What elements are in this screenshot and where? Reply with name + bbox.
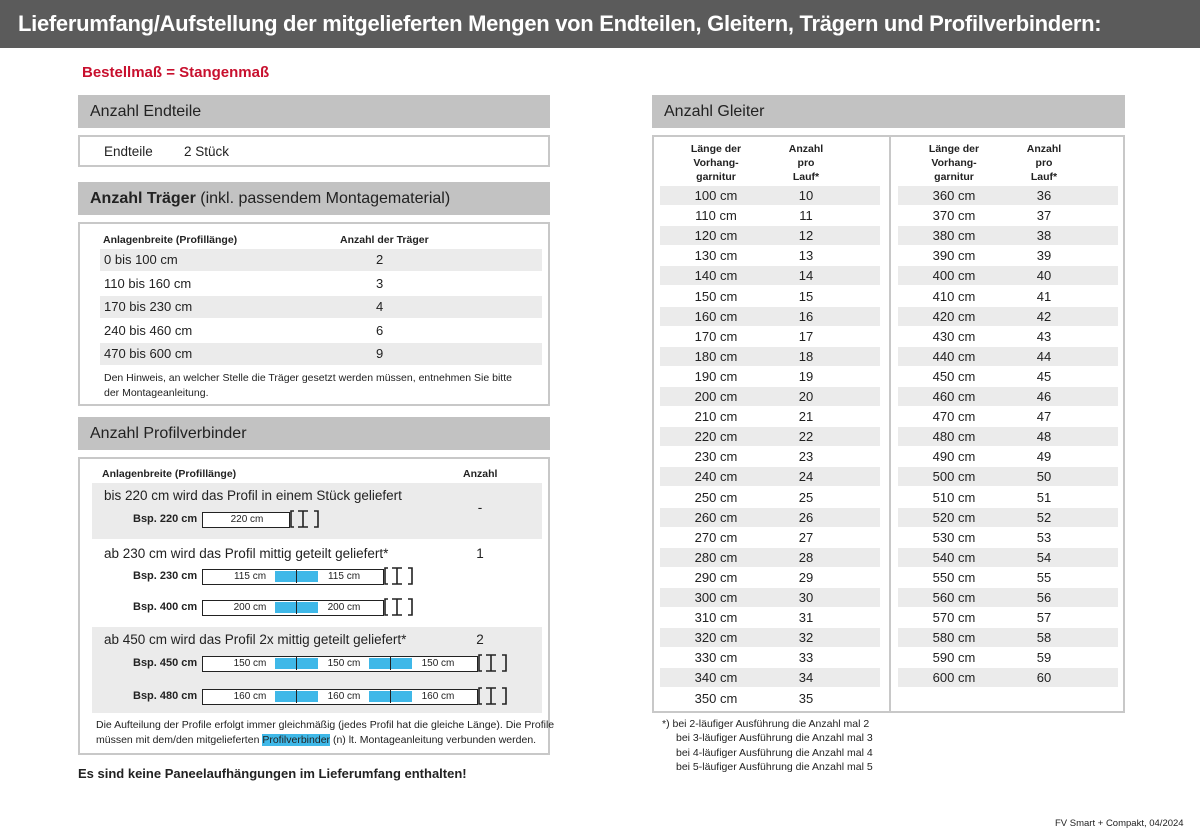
gleiter-count: 33: [798, 650, 814, 666]
gleiter-row: [660, 488, 880, 507]
gleiter-length: 580 cm: [932, 630, 976, 646]
gleiter-count: 45: [1036, 368, 1052, 384]
gleiter-row: [898, 628, 1118, 647]
gleiter-col1: Länge der Vorhang- garnitur: [690, 143, 742, 183]
gleiter-length: 140 cm: [694, 268, 738, 284]
traeger-heading: [78, 182, 550, 215]
gleiter-length: 170 cm: [694, 328, 738, 344]
gleiter-count: 13: [798, 248, 814, 264]
gleiter-row: [660, 246, 880, 265]
traeger-range: 240 bis 460 cm: [104, 322, 193, 338]
profile-bar: [202, 656, 478, 672]
segment-length: 150 cm: [421, 658, 455, 669]
gleiter-row: [660, 367, 880, 386]
gleiter-count: 52: [1036, 509, 1052, 525]
gleiter-length: 340 cm: [694, 670, 738, 686]
gleiter-row: [660, 327, 880, 346]
gleiter-count: 14: [798, 268, 814, 284]
traeger-note-2: der Montageanleitung.: [104, 387, 209, 399]
gleiter-row: [660, 508, 880, 527]
gleiter-length: 260 cm: [694, 509, 738, 525]
endteile-label: Endteile: [104, 144, 153, 159]
gleiter-count: 21: [798, 409, 814, 425]
segment-length: 115 cm: [327, 571, 361, 582]
footnote: bei 5-läufiger Ausführung die Anzahl mal 5: [676, 760, 873, 773]
gleiter-length: 410 cm: [932, 288, 976, 304]
gleiter-count: 22: [798, 429, 814, 445]
gleiter-length: 570 cm: [932, 610, 976, 626]
traeger-col1: Anlagenbreite (Profillänge): [103, 234, 238, 246]
gleiter-count: 24: [798, 469, 814, 485]
gleiter-length: 210 cm: [694, 409, 738, 425]
gleiter-length: 550 cm: [932, 569, 976, 585]
segment-divider: [390, 657, 391, 670]
pv-note-2: [96, 734, 536, 746]
pv-col1: Anlagenbreite (Profillänge): [102, 468, 237, 480]
gleiter-length: 200 cm: [694, 389, 738, 404]
gleiter-length: 100 cm: [694, 188, 738, 203]
gleiter-row: [898, 608, 1118, 627]
gleiter-count: 57: [1036, 610, 1052, 626]
pv-note-2b: (n) lt. Montageanleitung verbunden werden.: [330, 734, 537, 746]
segment-length: 150 cm: [233, 658, 267, 669]
gleiter-count: 23: [798, 449, 814, 465]
gleiter-count: 39: [1036, 248, 1052, 264]
gleiter-divider: [889, 136, 891, 712]
gleiter-length: 460 cm: [932, 389, 976, 404]
traeger-col2: Anzahl der Träger: [340, 234, 429, 246]
gleiter-length: 270 cm: [694, 529, 738, 545]
traeger-count: 9: [376, 346, 384, 361]
gleiter-row: [898, 206, 1118, 225]
gleiter-length: 380 cm: [932, 228, 976, 244]
footnote: *) bei 2-läufiger Ausführung die Anzahl mal 2: [662, 718, 870, 730]
gleiter-count: 50: [1036, 469, 1052, 485]
endcap-icon: [290, 509, 320, 529]
endcap-icon: [478, 686, 508, 706]
pv-note-highlight: Profilverbinder: [262, 734, 331, 746]
gleiter-count: 47: [1036, 409, 1052, 425]
gleiter-row: [898, 367, 1118, 386]
gleiter-length: 110 cm: [695, 208, 737, 224]
gleiter-count: 37: [1036, 208, 1052, 224]
gleiter-row: [898, 528, 1118, 547]
gleiter-length: 360 cm: [932, 188, 976, 203]
gleiter-row: [660, 608, 880, 627]
pv-group-3-text: ab 450 cm wird das Profil 2x mittig geteilt geliefert*: [104, 632, 407, 647]
endcap-icon: [384, 566, 414, 586]
gleiter-count: 53: [1036, 529, 1052, 545]
gleiter-row: [898, 387, 1118, 406]
gleiter-row: [898, 287, 1118, 306]
gleiter-count: 31: [798, 610, 814, 626]
gleiter-count: 34: [798, 670, 814, 686]
endteile-heading: Anzahl Endteile: [78, 95, 550, 128]
traeger-count: 2: [376, 252, 384, 267]
gleiter-length: 420 cm: [932, 308, 976, 324]
endteile-value: 2 Stück: [184, 144, 230, 159]
gleiter-row: [660, 648, 880, 667]
example-label: Bsp. 220 cm: [133, 513, 198, 525]
pv-col2: Anzahl: [463, 468, 498, 480]
gleiter-count: 12: [798, 228, 814, 244]
gleiter-row: [660, 407, 880, 426]
pv-group-1-text: bis 220 cm wird das Profil in einem Stück geliefert: [104, 488, 402, 503]
gleiter-col2: Anzahl pro Lauf*: [788, 143, 824, 183]
segment-length: 220 cm: [230, 514, 264, 525]
gleiter-length: 330 cm: [694, 650, 738, 666]
segment-length: 150 cm: [327, 658, 361, 669]
gleiter-row: [660, 387, 880, 406]
gleiter-count: 28: [798, 549, 814, 565]
gleiter-count: 55: [1036, 569, 1052, 585]
gleiter-length: 250 cm: [694, 489, 738, 505]
subtitle: Bestellmaß = Stangenmaß: [82, 64, 270, 81]
gleiter-length: 290 cm: [694, 569, 738, 585]
traeger-row: [100, 343, 542, 365]
gleiter-count: 32: [798, 630, 814, 646]
gleiter-count: 59: [1036, 650, 1052, 666]
traeger-count: 4: [376, 299, 384, 314]
segment-divider: [296, 690, 297, 703]
traeger-count: 3: [376, 275, 384, 291]
pv-note-2a: müssen mit dem/den mitgelieferten: [96, 734, 263, 746]
gleiter-length: 190 cm: [694, 368, 738, 384]
profile-bar: [202, 600, 384, 616]
gleiter-length: 300 cm: [694, 590, 738, 605]
example-label: Bsp. 400 cm: [133, 601, 198, 613]
traeger-row: [100, 296, 542, 318]
segment-length: 200 cm: [327, 602, 361, 613]
pv-note-1: Die Aufteilung der Profile erfolgt immer gleichmäßig (jedes Profil hat die gleiche Länge). Die Profile: [96, 719, 555, 731]
gleiter-row: [660, 287, 880, 306]
gleiter-count: 27: [798, 529, 814, 545]
segment-divider: [296, 657, 297, 670]
gleiter-count: 29: [798, 569, 814, 585]
gleiter-row: [660, 347, 880, 366]
gleiter-length: 430 cm: [932, 328, 976, 344]
gleiter-row: [660, 206, 880, 225]
traeger-row: [100, 320, 542, 342]
gleiter-length: 520 cm: [932, 509, 976, 525]
gleiter-length: 450 cm: [932, 368, 976, 384]
gleiter-length: 220 cm: [694, 429, 738, 445]
gleiter-count: 42: [1036, 308, 1052, 324]
gleiter-row: [660, 668, 880, 687]
gleiter-row: [898, 307, 1118, 326]
gleiter-col2: Anzahl pro Lauf*: [1026, 143, 1062, 183]
gleiter-count: 56: [1036, 590, 1052, 605]
gleiter-count: 19: [798, 368, 814, 384]
gleiter-length: 600 cm: [932, 670, 976, 686]
gleiter-count: 10: [798, 188, 814, 203]
example-label: Bsp. 450 cm: [133, 657, 198, 669]
gleiter-count: 20: [798, 389, 814, 404]
segment-length: 160 cm: [327, 691, 361, 702]
gleiter-length: 280 cm: [694, 549, 738, 565]
pv-group-1-count: -: [477, 500, 483, 515]
gleiter-count: 16: [798, 308, 814, 324]
gleiter-length: 470 cm: [932, 409, 976, 425]
gleiter-row: [898, 508, 1118, 527]
traeger-row: [100, 273, 542, 295]
gleiter-length: 320 cm: [694, 630, 738, 646]
gleiter-row: [898, 548, 1118, 567]
gleiter-count: 36: [1036, 188, 1052, 203]
gleiter-count: 46: [1036, 389, 1052, 404]
profilverbinder-heading: Anzahl Profilverbinder: [78, 417, 550, 450]
endcap-icon: [478, 653, 508, 673]
pv-group-2-count: 1: [476, 546, 484, 561]
pv-group-2-text: ab 230 cm wird das Profil mittig geteilt geliefert*: [104, 546, 389, 561]
gleiter-row: [898, 226, 1118, 245]
gleiter-length: 530 cm: [932, 529, 976, 545]
gleiter-count: 40: [1036, 268, 1052, 284]
example-label: Bsp. 230 cm: [133, 570, 198, 582]
gleiter-length: 590 cm: [932, 650, 976, 666]
page-title: Lieferumfang/Aufstellung der mitgelieferten Mengen von Endteilen, Gleitern, Trägern und Profilverbindern:: [0, 0, 1200, 48]
gleiter-count: 26: [798, 509, 814, 525]
gleiter-length: 130 cm: [694, 248, 738, 264]
segment-divider: [296, 601, 297, 614]
gleiter-row: [898, 447, 1118, 466]
gleiter-count: 38: [1036, 228, 1052, 244]
traeger-heading-bold: Anzahl Träger: [90, 190, 196, 207]
gleiter-row: [660, 307, 880, 326]
gleiter-row: [898, 327, 1118, 346]
gleiter-heading: Anzahl Gleiter: [652, 95, 1125, 128]
gleiter-row: [660, 447, 880, 466]
segment-length: 160 cm: [233, 691, 267, 702]
gleiter-length: 390 cm: [932, 248, 976, 264]
gleiter-count: 43: [1036, 328, 1052, 344]
gleiter-row: [898, 467, 1118, 486]
gleiter-count: 17: [798, 328, 814, 344]
gleiter-count: 49: [1036, 449, 1052, 465]
gleiter-count: 60: [1036, 670, 1052, 686]
gleiter-row: [660, 588, 880, 607]
footer: FV Smart + Compakt, 04/2024: [1055, 818, 1184, 829]
gleiter-row: [660, 186, 880, 205]
gleiter-row: [898, 186, 1118, 205]
gleiter-count: 54: [1036, 549, 1052, 565]
segment-divider: [296, 570, 297, 583]
gleiter-length: 560 cm: [932, 590, 976, 605]
gleiter-row: [898, 266, 1118, 285]
gleiter-row: [660, 628, 880, 647]
gleiter-length: 540 cm: [932, 549, 976, 565]
gleiter-count: 25: [798, 489, 814, 505]
traeger-range: 110 bis 160 cm: [104, 275, 192, 291]
gleiter-length: 500 cm: [932, 469, 976, 485]
gleiter-length: 180 cm: [694, 348, 738, 364]
gleiter-row: [898, 488, 1118, 507]
traeger-range: 470 bis 600 cm: [104, 346, 193, 361]
bottom-note: Es sind keine Paneelaufhängungen im Lieferumfang enthalten!: [78, 766, 467, 781]
gleiter-row: [898, 648, 1118, 667]
gleiter-row: [660, 467, 880, 486]
gleiter-length: 400 cm: [932, 268, 976, 284]
gleiter-length: 310 cm: [694, 610, 738, 626]
gleiter-count: 35: [798, 690, 814, 706]
gleiter-count: 41: [1036, 288, 1052, 304]
endteile-box: [78, 135, 550, 167]
gleiter-count: 15: [798, 288, 814, 304]
gleiter-count: 58: [1036, 630, 1052, 646]
gleiter-row: [898, 347, 1118, 366]
endcap-icon: [384, 597, 414, 617]
profile-bar: [202, 569, 384, 585]
gleiter-row: [898, 427, 1118, 446]
traeger-row: [100, 249, 542, 271]
gleiter-length: 440 cm: [932, 348, 976, 364]
segment-length: 115 cm: [233, 571, 267, 582]
gleiter-length: 120 cm: [694, 228, 738, 244]
traeger-heading-rest: (inkl. passendem Montagematerial): [195, 190, 451, 207]
segment-length: 160 cm: [421, 691, 455, 702]
gleiter-length: 490 cm: [932, 449, 976, 465]
gleiter-count: 11: [799, 208, 813, 224]
gleiter-length: 150 cm: [694, 288, 738, 304]
gleiter-col1: Länge der Vorhang- garnitur: [928, 143, 980, 183]
pv-group-3-count: 2: [476, 632, 484, 647]
gleiter-count: 30: [798, 590, 814, 605]
gleiter-length: 230 cm: [694, 449, 738, 465]
traeger-note-1: Den Hinweis, an welcher Stelle die Träger gesetzt werden müssen, entnehmen Sie bitte: [104, 372, 512, 384]
example-label: Bsp. 480 cm: [133, 690, 198, 702]
gleiter-row: [660, 528, 880, 547]
gleiter-row: [660, 568, 880, 587]
gleiter-row: [898, 668, 1118, 687]
gleiter-row: [660, 548, 880, 567]
gleiter-row: [660, 689, 880, 708]
gleiter-count: 48: [1036, 429, 1052, 445]
gleiter-row: [898, 246, 1118, 265]
traeger-range: 0 bis 100 cm: [104, 252, 178, 267]
gleiter-row: [898, 588, 1118, 607]
profile-bar: [202, 689, 478, 705]
gleiter-row: [898, 568, 1118, 587]
gleiter-length: 510 cm: [932, 489, 976, 505]
gleiter-length: 480 cm: [932, 429, 976, 445]
footnote: bei 3-läufiger Ausführung die Anzahl mal 3: [676, 732, 873, 745]
gleiter-count: 51: [1036, 489, 1052, 505]
profile-bar: [202, 512, 290, 528]
segment-length: 200 cm: [233, 602, 267, 613]
gleiter-count: 44: [1036, 348, 1052, 364]
gleiter-length: 370 cm: [932, 208, 976, 224]
gleiter-row: [660, 266, 880, 285]
gleiter-length: 240 cm: [694, 469, 738, 485]
gleiter-row: [660, 427, 880, 446]
footnote: bei 4-läufiger Ausführung die Anzahl mal 4: [676, 746, 873, 759]
gleiter-length: 160 cm: [694, 308, 738, 324]
segment-divider: [390, 690, 391, 703]
traeger-count: 6: [376, 322, 384, 338]
gleiter-row: [660, 226, 880, 245]
gleiter-row: [898, 407, 1118, 426]
gleiter-length: 350 cm: [694, 690, 738, 706]
traeger-range: 170 bis 230 cm: [104, 299, 193, 314]
gleiter-count: 18: [798, 348, 814, 364]
